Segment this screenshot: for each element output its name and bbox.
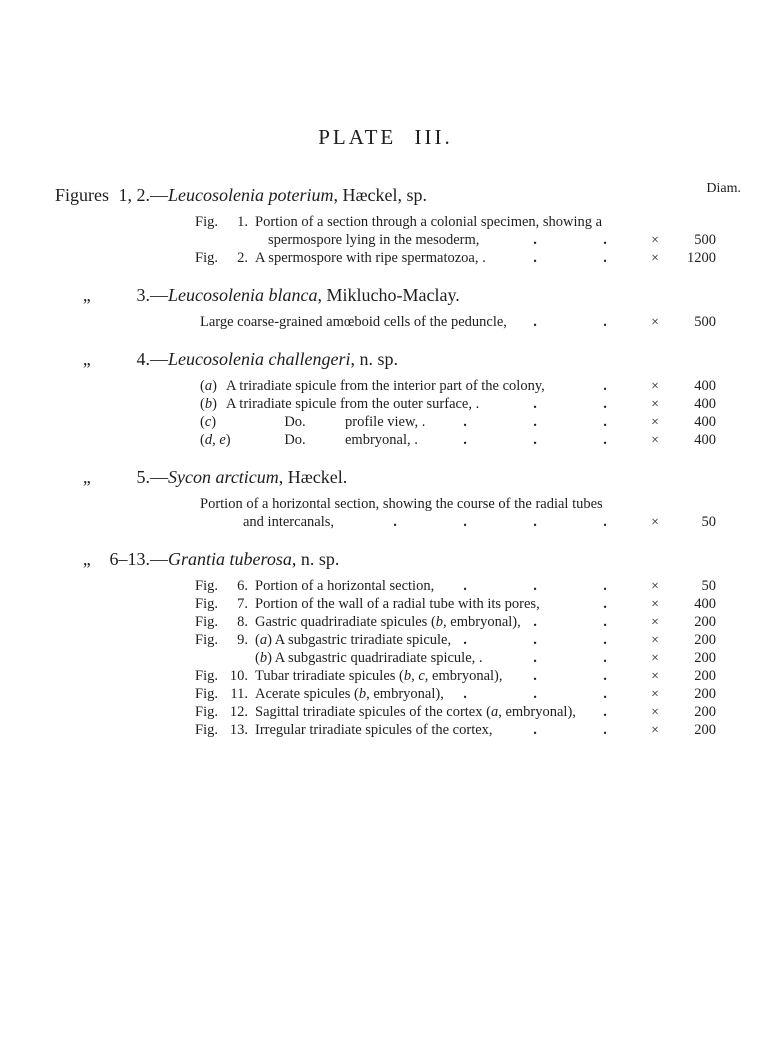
species-name: Sycon arcticum bbox=[168, 467, 279, 487]
description-text: ( bbox=[255, 632, 260, 648]
leader-dot: . bbox=[533, 614, 537, 630]
figure-row bbox=[55, 649, 716, 667]
plate-section bbox=[55, 465, 716, 531]
leader-dot: . bbox=[463, 432, 467, 448]
multiplication-sign: × bbox=[651, 396, 659, 411]
figure-row bbox=[55, 249, 716, 267]
fig-word: Fig. bbox=[195, 668, 218, 684]
diam-value: 50 bbox=[701, 514, 716, 530]
description-text: Large coarse-grained amœboid cells of the peduncle, bbox=[200, 314, 507, 330]
italic-letter: b bbox=[259, 650, 268, 666]
figure-row bbox=[55, 721, 716, 739]
section-authority: , Hæckel. bbox=[278, 467, 348, 487]
row-label bbox=[200, 413, 245, 431]
fig-number: 8. bbox=[237, 614, 248, 630]
description-text: embryonal, . bbox=[345, 432, 418, 448]
fig-word: Fig. bbox=[195, 250, 218, 266]
leader-dot: . bbox=[533, 668, 537, 684]
description-text: Portion of a section through a colonial specimen, showing a bbox=[255, 214, 603, 230]
leader-dot: . bbox=[533, 650, 537, 666]
leader-dot: . bbox=[533, 250, 537, 266]
leader-dots bbox=[521, 613, 640, 631]
diam-value: 400 bbox=[694, 378, 716, 394]
description-text: Tubar triradiate spicules ( bbox=[255, 668, 404, 684]
fig-word: Fig. bbox=[195, 596, 218, 612]
description-text: , embryonal), bbox=[366, 686, 444, 702]
ditto-do: Do. bbox=[284, 414, 306, 430]
figure-row bbox=[55, 667, 716, 685]
italic-letter: b bbox=[435, 614, 444, 630]
leader-dot: . bbox=[393, 514, 397, 530]
multiplication-sign: × bbox=[651, 614, 659, 629]
fig-word: Fig. bbox=[195, 686, 218, 702]
leader-dots bbox=[334, 513, 640, 531]
diam-value: 400 bbox=[694, 432, 716, 448]
row-label-text: ) bbox=[212, 396, 217, 412]
leader-dot: . bbox=[603, 668, 607, 684]
multiplication-sign: × bbox=[651, 650, 659, 665]
figure-row bbox=[55, 413, 716, 431]
leader-dots bbox=[479, 231, 640, 249]
diam-value: 1200 bbox=[687, 250, 716, 266]
leader-dot: . bbox=[533, 686, 537, 702]
figure-description bbox=[255, 667, 503, 685]
description-text: ) A subgastric quadriradiate spicule, . bbox=[267, 650, 483, 666]
ditto-mark: ,, bbox=[83, 349, 90, 369]
section-number: 5. bbox=[136, 467, 150, 487]
multiplication-sign: × bbox=[651, 668, 659, 683]
multiplication-sign: × bbox=[651, 578, 659, 593]
figure-row bbox=[55, 595, 716, 613]
figure-row bbox=[55, 377, 716, 395]
plate-section bbox=[55, 283, 716, 331]
section-authority: , Miklucho-Maclay. bbox=[317, 285, 460, 305]
leader-dot: . bbox=[533, 314, 537, 330]
leader-dot bbox=[334, 513, 360, 531]
description-text: Portion of a horizontal section, bbox=[255, 578, 435, 594]
row-label-text: ( bbox=[200, 396, 205, 412]
leader-dot: . bbox=[533, 432, 537, 448]
plate-section bbox=[55, 183, 716, 267]
row-label bbox=[200, 395, 226, 413]
description-text: Acerate spicules ( bbox=[255, 686, 359, 702]
plate-sections bbox=[55, 183, 716, 739]
figure-description bbox=[200, 495, 603, 513]
section-heading bbox=[55, 347, 716, 371]
leader-dot: . bbox=[603, 414, 607, 430]
leader-dot: . bbox=[603, 432, 607, 448]
italic-letter: a bbox=[204, 378, 213, 394]
multiplication-sign: × bbox=[651, 632, 659, 647]
fig-word: Fig. bbox=[195, 214, 218, 230]
leader-dots bbox=[486, 249, 640, 267]
leader-dot: . bbox=[603, 704, 607, 720]
description-text: , embryonal), bbox=[443, 614, 521, 630]
leader-dot: . bbox=[463, 686, 467, 702]
section-heading bbox=[55, 547, 716, 571]
section-number: 4. bbox=[136, 349, 150, 369]
fig-number: 2. bbox=[237, 250, 248, 266]
species-name: Leucosolenia blanca bbox=[168, 285, 318, 305]
species-name: Leucosolenia poterium bbox=[168, 185, 334, 205]
multiplication-sign: × bbox=[651, 378, 659, 393]
plate-section bbox=[55, 547, 716, 739]
row-label-text: ) bbox=[212, 378, 217, 394]
fig-word: Fig. bbox=[195, 722, 218, 738]
diam-value: 500 bbox=[694, 232, 716, 248]
figure-description bbox=[255, 213, 602, 231]
description-text: Irregular triradiate spicules of the cortex, bbox=[255, 722, 493, 738]
leader-dots bbox=[545, 377, 640, 395]
leader-dots bbox=[434, 577, 640, 595]
fig-word: Fig. bbox=[195, 614, 218, 630]
figure-row bbox=[55, 495, 716, 513]
ditto-mark: ,, bbox=[83, 285, 90, 305]
description-text: A spermospore with ripe spermatozoa, . bbox=[255, 250, 486, 266]
dash: — bbox=[150, 349, 168, 369]
plate-section bbox=[55, 347, 716, 449]
figures-word: Figures bbox=[55, 185, 109, 205]
dash: — bbox=[150, 185, 168, 205]
diam-value: 200 bbox=[694, 650, 716, 666]
leader-dot: . bbox=[533, 396, 537, 412]
fig-word: Fig. bbox=[195, 632, 218, 648]
leader-dot: . bbox=[603, 250, 607, 266]
leader-dot: . bbox=[533, 578, 537, 594]
leader-dot: . bbox=[533, 232, 537, 248]
description-text: , embryonal), bbox=[498, 704, 576, 720]
section-authority: , Hæckel, sp. bbox=[333, 185, 427, 205]
description-text: Portion of the wall of a radial tube with its pores, bbox=[255, 596, 540, 612]
leader-dot: . bbox=[603, 314, 607, 330]
figure-row bbox=[55, 685, 716, 703]
leader-dot: . bbox=[603, 396, 607, 412]
fig-number: 9. bbox=[237, 632, 248, 648]
leader-dots bbox=[483, 649, 640, 667]
diam-value: 400 bbox=[694, 396, 716, 412]
figure-row bbox=[55, 395, 716, 413]
dash: — bbox=[150, 467, 168, 487]
figure-description bbox=[255, 703, 576, 721]
figure-row bbox=[55, 631, 716, 649]
fig-word: Fig. bbox=[195, 704, 218, 720]
leader-dot: . bbox=[603, 514, 607, 530]
italic-letter: b bbox=[358, 686, 367, 702]
italic-letter: b bbox=[204, 396, 213, 412]
fig-number: 12. bbox=[229, 704, 248, 720]
leader-dot: . bbox=[603, 614, 607, 630]
description-text: ) A subgastric triradiate spicule, bbox=[267, 632, 452, 648]
italic-letter: a bbox=[259, 632, 268, 648]
fig-number: 6. bbox=[237, 578, 248, 594]
diam-value: 400 bbox=[694, 596, 716, 612]
multiplication-sign: × bbox=[651, 722, 659, 737]
leader-dot: . bbox=[603, 596, 607, 612]
leader-dot: . bbox=[603, 378, 607, 394]
dash: — bbox=[150, 285, 168, 305]
description-text: and intercanals, bbox=[243, 514, 334, 530]
leader-dots bbox=[503, 667, 640, 685]
figure-description bbox=[255, 595, 540, 613]
row-label-text: ( bbox=[200, 432, 205, 448]
figure-description bbox=[243, 513, 334, 531]
species-name: Leucosolenia challengeri bbox=[168, 349, 351, 369]
italic-letter: b, c bbox=[403, 668, 425, 684]
figure-row bbox=[55, 513, 716, 531]
diam-value: 500 bbox=[694, 314, 716, 330]
italic-letter: a bbox=[490, 704, 499, 720]
description-text: profile view, . bbox=[345, 414, 426, 430]
leader-dot: . bbox=[533, 632, 537, 648]
figure-description bbox=[200, 313, 507, 331]
figure-description bbox=[345, 413, 425, 431]
fig-word: Fig. bbox=[195, 578, 218, 594]
species-name: Grantia tuberosa bbox=[168, 549, 292, 569]
section-authority: , n. sp. bbox=[350, 349, 398, 369]
leader-dot: . bbox=[603, 722, 607, 738]
section-authority: , n. sp. bbox=[291, 549, 340, 569]
figure-row bbox=[55, 431, 716, 449]
multiplication-sign: × bbox=[651, 704, 659, 719]
fig-number: 13. bbox=[229, 722, 248, 738]
figure-description bbox=[255, 685, 444, 703]
fig-number: 7. bbox=[237, 596, 248, 612]
leader-dots bbox=[451, 631, 640, 649]
row-label bbox=[200, 377, 226, 395]
description-text: ( bbox=[255, 650, 260, 666]
multiplication-sign: × bbox=[651, 514, 659, 529]
leader-dot: . bbox=[463, 414, 467, 430]
leader-dots bbox=[493, 721, 640, 739]
row-label-text: ( bbox=[200, 414, 205, 430]
description-text: Portion of a horizontal section, showing the course of the radial tubes bbox=[200, 496, 603, 512]
figure-row bbox=[55, 231, 716, 249]
leader-dot: . bbox=[463, 578, 467, 594]
description-text: spermospore lying in the mesoderm, bbox=[268, 232, 480, 248]
row-label-text: ) bbox=[225, 432, 231, 448]
leader-dots bbox=[418, 431, 640, 449]
fig-number: 10. bbox=[229, 668, 248, 684]
leader-dot: . bbox=[463, 632, 467, 648]
row-label-text: ( bbox=[200, 378, 205, 394]
italic-letter: d, e bbox=[204, 432, 226, 448]
fig-number: 11. bbox=[230, 686, 248, 702]
leader-dot: . bbox=[603, 686, 607, 702]
description-text: A triradiate spicule from the outer surface, . bbox=[226, 396, 480, 412]
figure-row bbox=[55, 577, 716, 595]
ditto-do: Do. bbox=[284, 432, 306, 448]
diam-value: 200 bbox=[694, 668, 716, 684]
description-text: A triradiate spicule from the interior part of the colony, bbox=[226, 378, 545, 394]
section-heading bbox=[55, 283, 716, 307]
leader-dot: . bbox=[533, 514, 537, 530]
figure-description bbox=[345, 431, 418, 449]
leader-dot: . bbox=[533, 722, 537, 738]
diam-value: 200 bbox=[694, 614, 716, 630]
figure-row bbox=[55, 703, 716, 721]
diam-value: 400 bbox=[694, 414, 716, 430]
figure-description bbox=[226, 377, 545, 395]
leader-dot: . bbox=[603, 632, 607, 648]
dash: — bbox=[150, 549, 168, 569]
diam-value: 50 bbox=[701, 578, 716, 594]
leader-dot: . bbox=[603, 232, 607, 248]
ditto-mark: ,, bbox=[83, 549, 90, 569]
leader-dots bbox=[444, 685, 640, 703]
figure-row bbox=[55, 313, 716, 331]
leader-dot: . bbox=[603, 578, 607, 594]
diam-column-header: Diam. bbox=[706, 181, 741, 196]
row-label bbox=[200, 431, 245, 449]
multiplication-sign: × bbox=[651, 250, 659, 265]
figure-row bbox=[55, 213, 716, 231]
figure-description bbox=[255, 577, 434, 595]
ditto-mark: ,, bbox=[83, 467, 90, 487]
italic-letter: c bbox=[204, 414, 212, 430]
row-label-text: ) bbox=[211, 414, 217, 430]
figure-description bbox=[226, 395, 479, 413]
multiplication-sign: × bbox=[651, 596, 659, 611]
diam-value: 200 bbox=[694, 632, 716, 648]
leader-dots bbox=[507, 313, 640, 331]
diam-value: 200 bbox=[694, 722, 716, 738]
section-number: 3. bbox=[136, 285, 150, 305]
multiplication-sign: × bbox=[651, 686, 659, 701]
plate-title: PLATE III. bbox=[318, 125, 453, 149]
figure-description bbox=[255, 649, 483, 667]
leader-dot: . bbox=[533, 414, 537, 430]
section-number: 6–13. bbox=[109, 549, 150, 569]
leader-dots bbox=[576, 703, 640, 721]
diam-value: 200 bbox=[694, 686, 716, 702]
leader-dot: . bbox=[603, 650, 607, 666]
leader-dots bbox=[425, 413, 640, 431]
description-text: Sagittal triradiate spicules of the cortex ( bbox=[255, 704, 491, 720]
multiplication-sign: × bbox=[651, 432, 659, 447]
figure-description bbox=[255, 721, 493, 739]
figure-description bbox=[255, 613, 521, 631]
leader-dots bbox=[479, 395, 640, 413]
section-heading bbox=[55, 465, 716, 489]
description-text: Gastric quadriradiate spicules ( bbox=[255, 614, 436, 630]
figure-row bbox=[55, 613, 716, 631]
description-text: , embryonal), bbox=[424, 668, 503, 684]
multiplication-sign: × bbox=[651, 314, 659, 329]
leader-dots bbox=[540, 595, 640, 613]
multiplication-sign: × bbox=[651, 232, 659, 247]
figure-description bbox=[255, 249, 486, 267]
figure-description bbox=[268, 231, 479, 249]
multiplication-sign: × bbox=[651, 414, 659, 429]
leader-dot: . bbox=[463, 514, 467, 530]
figure-description bbox=[255, 631, 451, 649]
diam-value: 200 bbox=[694, 704, 716, 720]
section-heading bbox=[55, 183, 716, 207]
section-number: 1, 2. bbox=[118, 185, 150, 205]
fig-number: 1. bbox=[237, 214, 248, 230]
